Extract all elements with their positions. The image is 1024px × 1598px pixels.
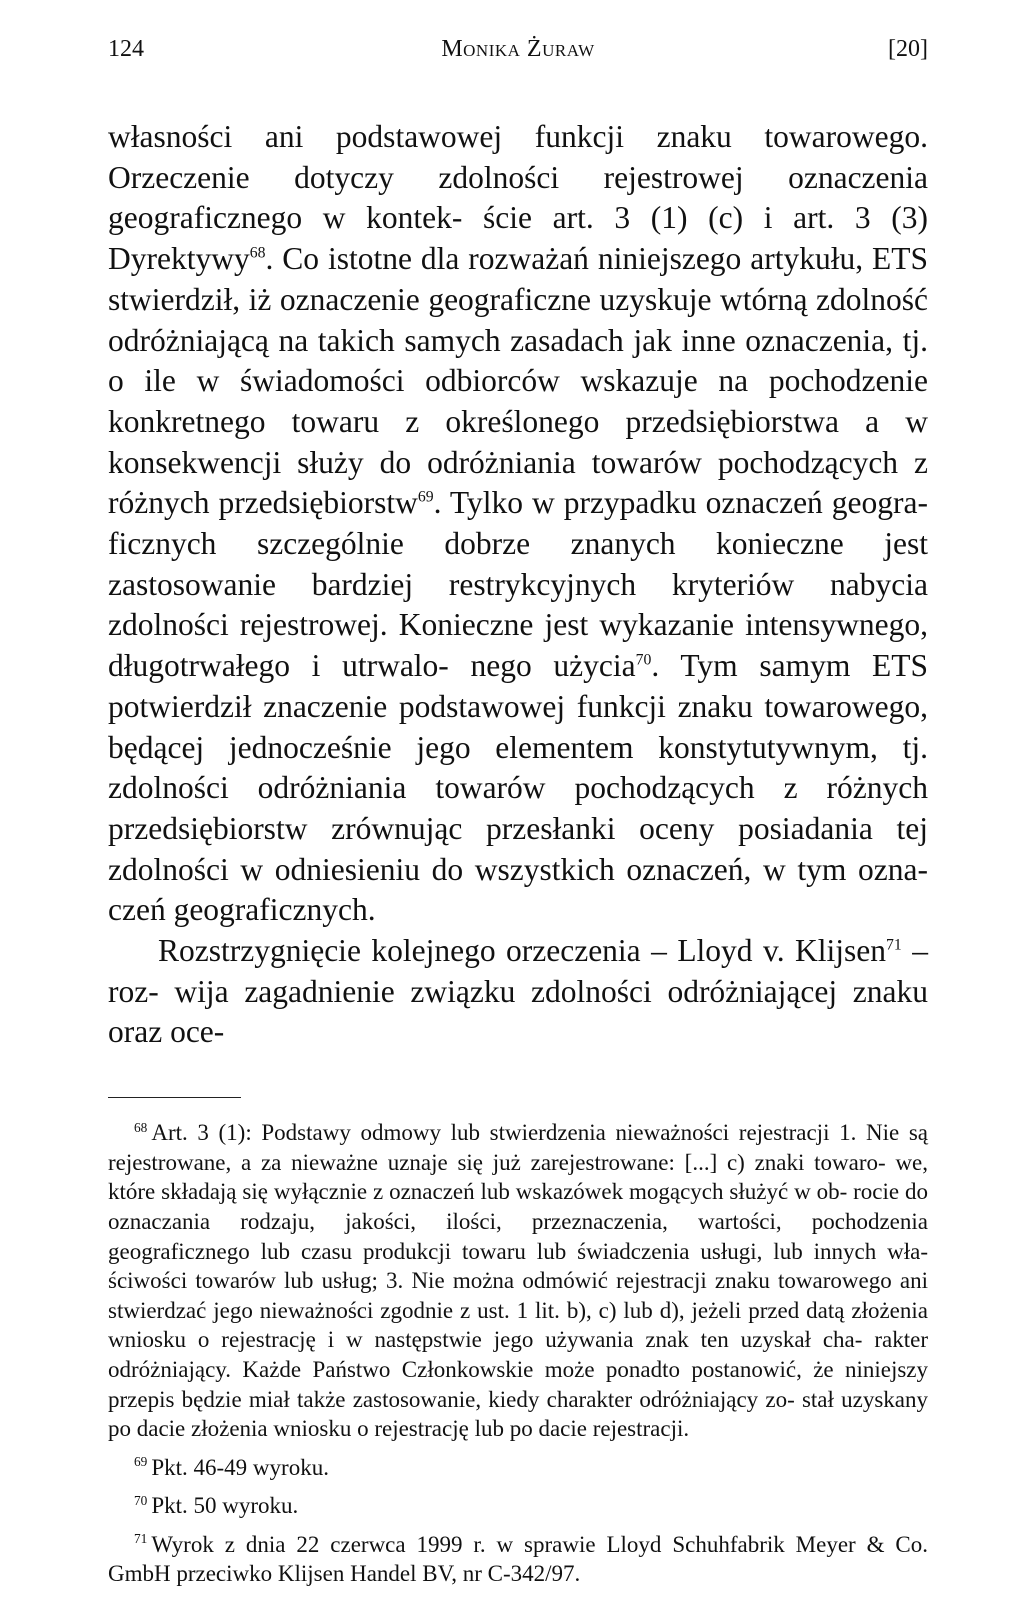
footnote-ref-70: 70 xyxy=(635,651,652,669)
footnote-text: Pkt. 46-49 wyroku. xyxy=(151,1454,329,1480)
footnote-text: Wyrok z dnia 22 czerwca 1999 r. w sprawie Lloyd Schuhfabrik Meyer & Co. GmbH przeciwko Klijsen Handel BV, nr C-342/97. xyxy=(108,1531,928,1587)
footnote-ref-71: 71 xyxy=(886,936,902,954)
footnote-text: stał uzyskany po dacie złożenia wniosku o rejestrację lub po dacie rejestracji. xyxy=(108,1386,928,1442)
footnote-mark: 71 xyxy=(134,1531,148,1547)
footnote-ref-69: 69 xyxy=(417,488,434,506)
paragraph-2 xyxy=(108,931,928,1053)
footnote-69 xyxy=(108,1453,928,1483)
paragraph-2-text-1: Rozstrzygnięcie kolejnego orzeczenia – Lloyd v. Klijsen xyxy=(158,933,887,969)
footnote-68 xyxy=(108,1118,928,1444)
paragraph-2-text-2b: wija zagadnienie związku zdolności odróżniającej znaku oraz oce- xyxy=(108,973,928,1050)
body-text xyxy=(108,117,928,1053)
paragraph-1-text-3b: ficznych szczególnie dobrze znanych konieczne jest zastosowanie bardziej restrykcyjnych kryteriów nabycia zdolności rejestrowej. Konieczne jest wykazanie intensywnego, długotrwałego i utrwalo- xyxy=(108,526,928,684)
footnote-separator xyxy=(108,1097,241,1098)
paragraph-1-text-2: . Co istotne dla rozważań niniejszego artykułu, ETS stwierdził, iż oznaczenie geograficzne uzyskuje wtórną zdolność odróżniającą na takich samych zasadach jak inne oznaczenia, tj. o ile w świadomości odbiorców wskazuje na pochodzenie konkretnego towaru z określonego przedsiębiorstwa a w konsekwencji służy do odróżniania towarów pochodzących z różnych przedsiębiorstw xyxy=(108,241,928,521)
footnote-ref-68: 68 xyxy=(249,244,266,262)
paragraph-1-text-3: . Tylko w przypadku oznaczeń geogra- xyxy=(433,485,928,521)
footnote-text: we, które składają się wyłącznie z oznaczeń lub wskazówek mogących służyć w ob- xyxy=(108,1149,929,1205)
paragraph-1-text-1b: ście art. 3 (1) (c) i art. 3 (3) Dyrektywy xyxy=(108,200,928,277)
footnote-text: Art. 3 (1): Podstawy odmowy lub stwierdzenia nieważności rejestracji 1. Nie są rejestrowane, a za nieważne uznaje się już zarejestrowane: [...] c) znaki towaro- xyxy=(108,1120,928,1175)
paragraph-1-text-4: . Tym samym ETS potwierdził znaczenie podstawowej funkcji znaku towarowego, będącej jednocześnie jego elementem konstytutywnym, tj. zdolności odróżniania towarów pochodzących z różnych przedsiębiorstw zrównując przesłanki oceny posiadania tej zdolności w odniesieniu do wszystkich oznaczeń, w tym ozna- xyxy=(108,648,929,887)
paragraph-2-text-2: – roz- xyxy=(108,933,928,1009)
section-number: [20] xyxy=(888,36,928,62)
footnote-text: Pkt. 50 wyroku. xyxy=(151,1493,299,1519)
paragraph-1 xyxy=(108,117,928,931)
paragraph-1-text-3c: nego użycia xyxy=(470,648,636,684)
running-head xyxy=(108,28,928,70)
footnote-text: rakter odróżniający. Każde Państwo Członkowskie może ponadto postanowić, że niniejszy przepis będzie miał także zastosowanie, kiedy charakter odróżniający zo- xyxy=(108,1327,928,1412)
paragraph-1-text-1: własności ani podstawowej funkcji znaku towarowego. Orzeczenie dotyczy zdolności rejestrowej oznaczenia geograficznego w kontek- xyxy=(108,119,928,236)
footnotes xyxy=(108,1118,928,1589)
footnote-text: ściwości towarów lub usług; 3. Nie można odmówić rejestracji znaku towarowego ani stwierdzać jego nieważności zgodnie z ust. 1 lit. b), c) lub d), jeżeli przed datą złożenia wniosku o rejestrację i w następstwie jego używania znak ten uzyskał cha- xyxy=(108,1268,928,1353)
footnote-mark: 70 xyxy=(134,1492,148,1508)
footnote-mark: 69 xyxy=(134,1454,148,1470)
paragraph-1-text-4b: czeń geograficznych. xyxy=(108,892,376,928)
footnote-mark: 68 xyxy=(134,1119,148,1135)
running-head-author: Monika Żuraw xyxy=(441,36,595,62)
footnote-text: rocie do oznaczania rodzaju, jakości, ilości, przeznaczenia, wartości, pochodzenia geograficznego lub czasu produkcji towaru lub świadczenia usługi, lub innych wła- xyxy=(108,1179,929,1264)
page-number: 124 xyxy=(108,36,144,62)
footnote-71 xyxy=(108,1530,928,1589)
footnote-70 xyxy=(108,1491,928,1521)
page xyxy=(108,28,928,1598)
